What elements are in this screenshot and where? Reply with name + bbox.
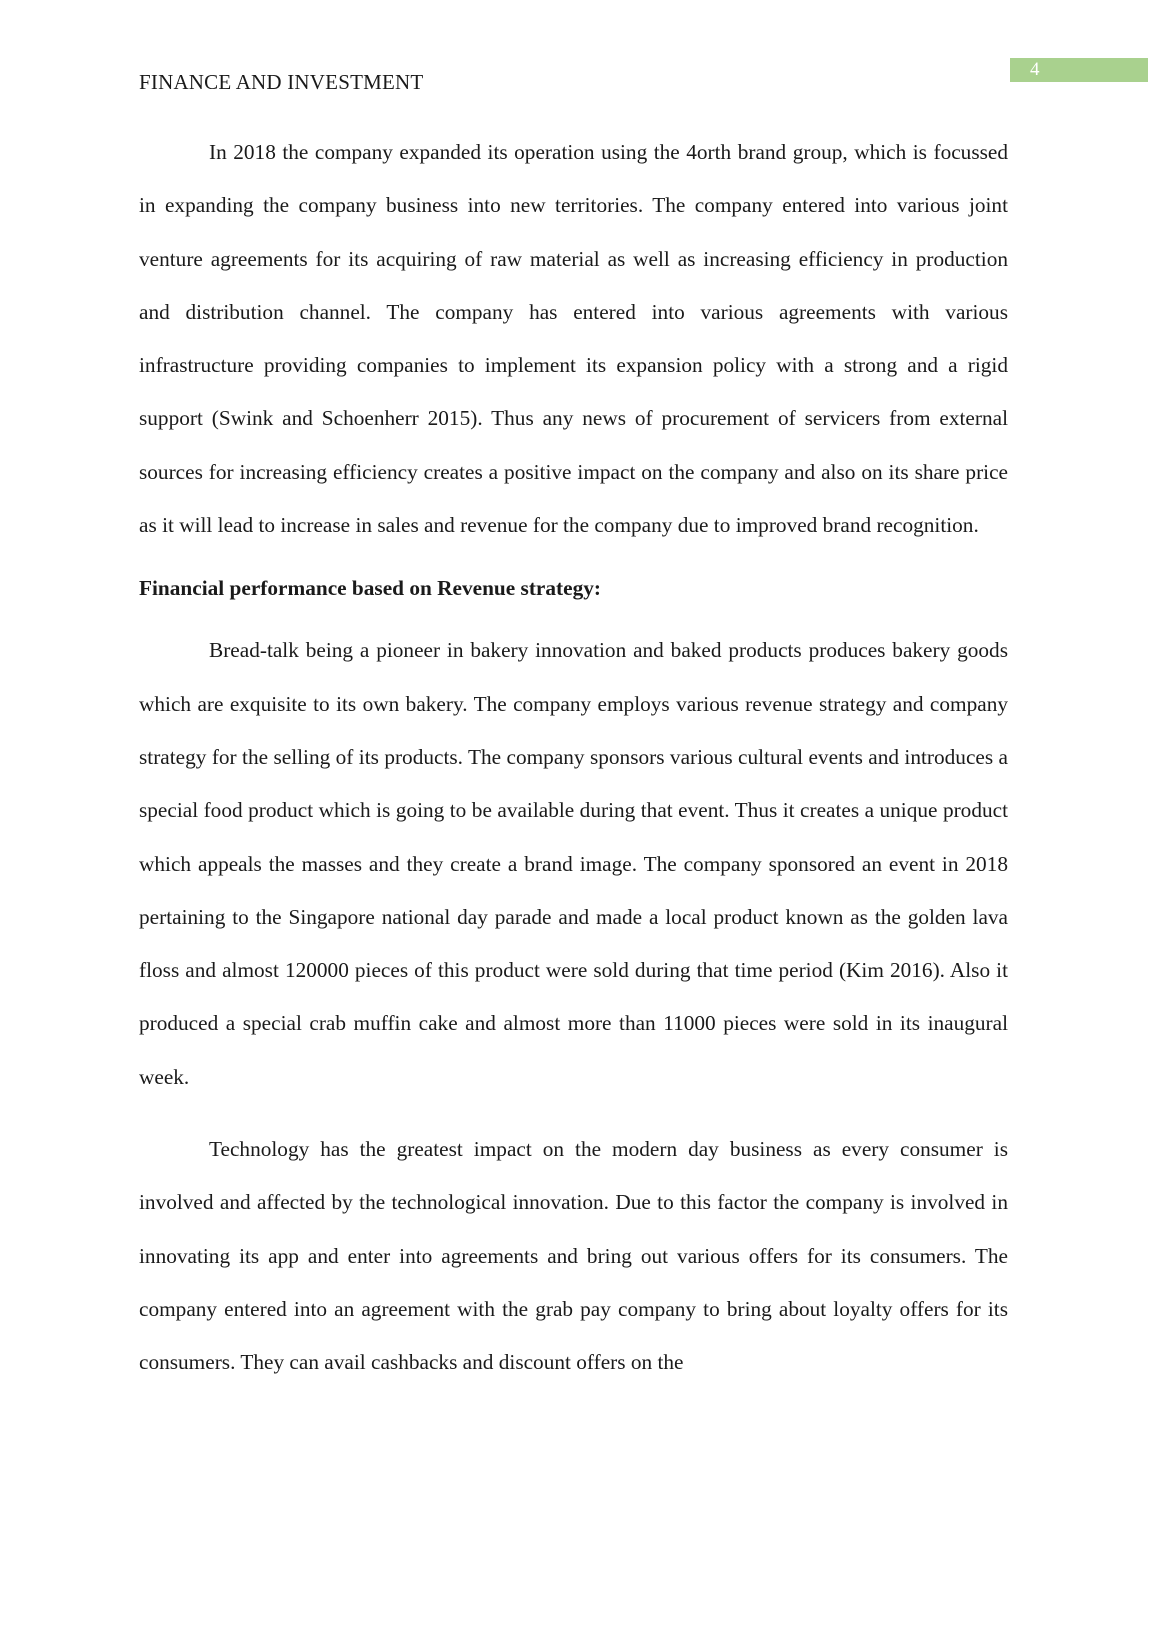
page-number: 4 <box>1030 59 1040 80</box>
document-body <box>139 126 1008 1390</box>
paragraph-technology: Technology has the greatest impact on the modern day business as every consumer is involved and affected by the technological innovation. Due to this factor the company is involved in innovating its app and enter into agreements and bring out various offers for its consumers. The company entered into an agreement with the grab pay company to bring about loyalty offers for its consumers. They can avail cashbacks and discount offers on the <box>139 1137 1008 1375</box>
page-number-badge <box>1010 58 1148 82</box>
paragraph-expansion: In 2018 the company expanded its operation using the 4orth brand group, which is focussed in expanding the company business into new territories. The company entered into various joint venture agreements for its acquiring of raw material as well as increasing efficiency in production and distribution channel. The company has entered into various agreements with various infrastructure providing companies to implement its expansion policy with a strong and a rigid support (Swink and Schoenherr 2015). Thus any news of procurement of servicers from external sources for increasing efficiency creates a positive impact on the company and also on its share price as it will lead to increase in sales and revenue for the company due to improved brand recognition. <box>139 140 1008 538</box>
paragraph-revenue-strategy: Bread-talk being a pioneer in bakery innovation and baked products produces bakery goods which are exquisite to its own bakery. The company employs various revenue strategy and company strategy for the selling of its products. The company sponsors various cultural events and introduces a special food product which is going to be available during that event. Thus it creates a unique product which appeals the masses and they create a brand image. The company sponsored an event in 2018 pertaining to the Singapore national day parade and made a local product known as the golden lava floss and almost 120000 pieces of this product were sold during that time period (Kim 2016). Also it produced a special crab muffin cake and almost more than 11000 pieces were sold in its inaugural week. <box>139 638 1008 1089</box>
section-heading-revenue-strategy: Financial performance based on Revenue strategy: <box>139 576 601 601</box>
running-head: FINANCE AND INVESTMENT <box>139 70 424 94</box>
